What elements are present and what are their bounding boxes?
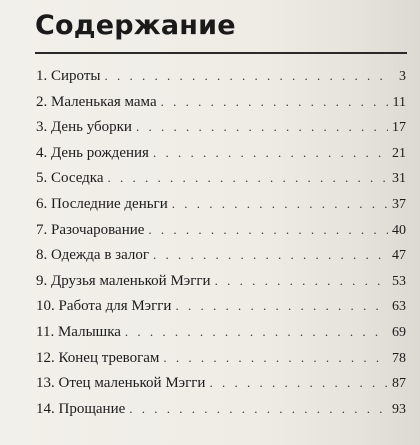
toc-entry-page: 53: [392, 273, 406, 289]
toc-entry-page: 17: [392, 120, 406, 136]
toc-dot-leader: [153, 247, 388, 263]
toc-entry: [36, 401, 406, 427]
toc-entry-page: 63: [392, 299, 406, 315]
toc-entry-title: Работа для Мэгги: [58, 298, 172, 315]
toc-dot-leader: [175, 298, 388, 314]
toc-entry: [36, 68, 406, 94]
toc-entry: [36, 145, 406, 171]
toc-entry-number: 11.: [36, 323, 55, 340]
toc-entry-title: Отец маленькой Мэгги: [58, 375, 206, 392]
toc-dot-leader: [163, 350, 388, 366]
toc-entry-number: 8.: [36, 247, 48, 264]
toc-entry-page: 31: [392, 171, 406, 187]
toc-entry-number: 7.: [36, 221, 48, 238]
toc-dot-leader: [104, 68, 388, 84]
toc-entry: [36, 273, 406, 299]
toc-entry-title: Конец тревогам: [58, 349, 160, 366]
toc-entry-number: 12.: [36, 349, 55, 366]
toc-entry-page: 78: [392, 350, 406, 366]
toc-entry-title: Малышка: [57, 323, 121, 340]
toc-dot-leader: [108, 170, 388, 186]
toc-entry: [36, 196, 406, 222]
toc-entry-title: Маленькая мама: [51, 93, 157, 110]
toc-entry-title: День рождения: [51, 144, 149, 161]
toc-entry-title: Одежда в залог: [51, 247, 150, 264]
toc-entry-title: Соседка: [51, 170, 104, 187]
toc-entry: [36, 247, 406, 273]
toc-entry-number: 1.: [36, 68, 48, 84]
toc-entry-page: 87: [392, 376, 406, 392]
toc-entry-number: 2.: [36, 93, 48, 110]
toc-dot-leader: [136, 119, 388, 135]
toc-dot-leader: [129, 401, 388, 417]
toc-dot-leader: [209, 375, 388, 391]
toc-dot-leader: [161, 94, 388, 110]
toc-entry-page: 3: [399, 69, 406, 84]
toc-entry-page: 21: [392, 145, 406, 161]
toc-entry: [36, 222, 406, 248]
page-title: Содержание: [35, 10, 236, 41]
toc-dot-leader: [153, 145, 388, 161]
toc-entry-page: 69: [392, 324, 406, 340]
toc-dot-leader: [148, 222, 388, 238]
toc-entry-number: 13.: [36, 375, 55, 392]
toc-entry-page: 40: [392, 222, 406, 238]
toc-entry: [36, 350, 406, 376]
toc-entry-page: 11: [392, 94, 406, 110]
toc-entry-number: 14.: [36, 400, 55, 417]
title-underline: [35, 52, 407, 54]
toc-dot-leader: [125, 324, 388, 340]
toc-entry-title: Разочарование: [51, 221, 145, 238]
toc-entry-number: 10.: [36, 298, 55, 315]
toc-entry-number: 4.: [36, 144, 48, 161]
toc-entry-number: 3.: [36, 119, 48, 136]
toc-entry: [36, 375, 406, 401]
toc-entry: [36, 170, 406, 196]
toc-entry-number: 5.: [36, 170, 48, 187]
toc-entry-title: Друзья маленькой Мэгги: [51, 272, 211, 289]
toc-entry: [36, 298, 406, 324]
toc-entry-title: Последние деньги: [51, 195, 168, 212]
toc-entry-number: 9.: [36, 272, 48, 289]
toc-entry: [36, 324, 406, 350]
toc-entry-title: День уборки: [51, 119, 132, 136]
toc-entry: [36, 119, 406, 145]
toc-entry: [36, 94, 406, 120]
toc-entry-page: 47: [392, 248, 406, 264]
toc-entry-number: 6.: [36, 195, 48, 212]
toc-dot-leader: [172, 196, 388, 212]
toc-entry-page: 37: [392, 196, 406, 212]
table-of-contents: [36, 68, 406, 426]
toc-dot-leader: [215, 273, 388, 289]
toc-entry-page: 93: [392, 401, 406, 417]
toc-entry-title: Сироты: [51, 68, 101, 84]
toc-entry-title: Прощание: [58, 400, 126, 417]
